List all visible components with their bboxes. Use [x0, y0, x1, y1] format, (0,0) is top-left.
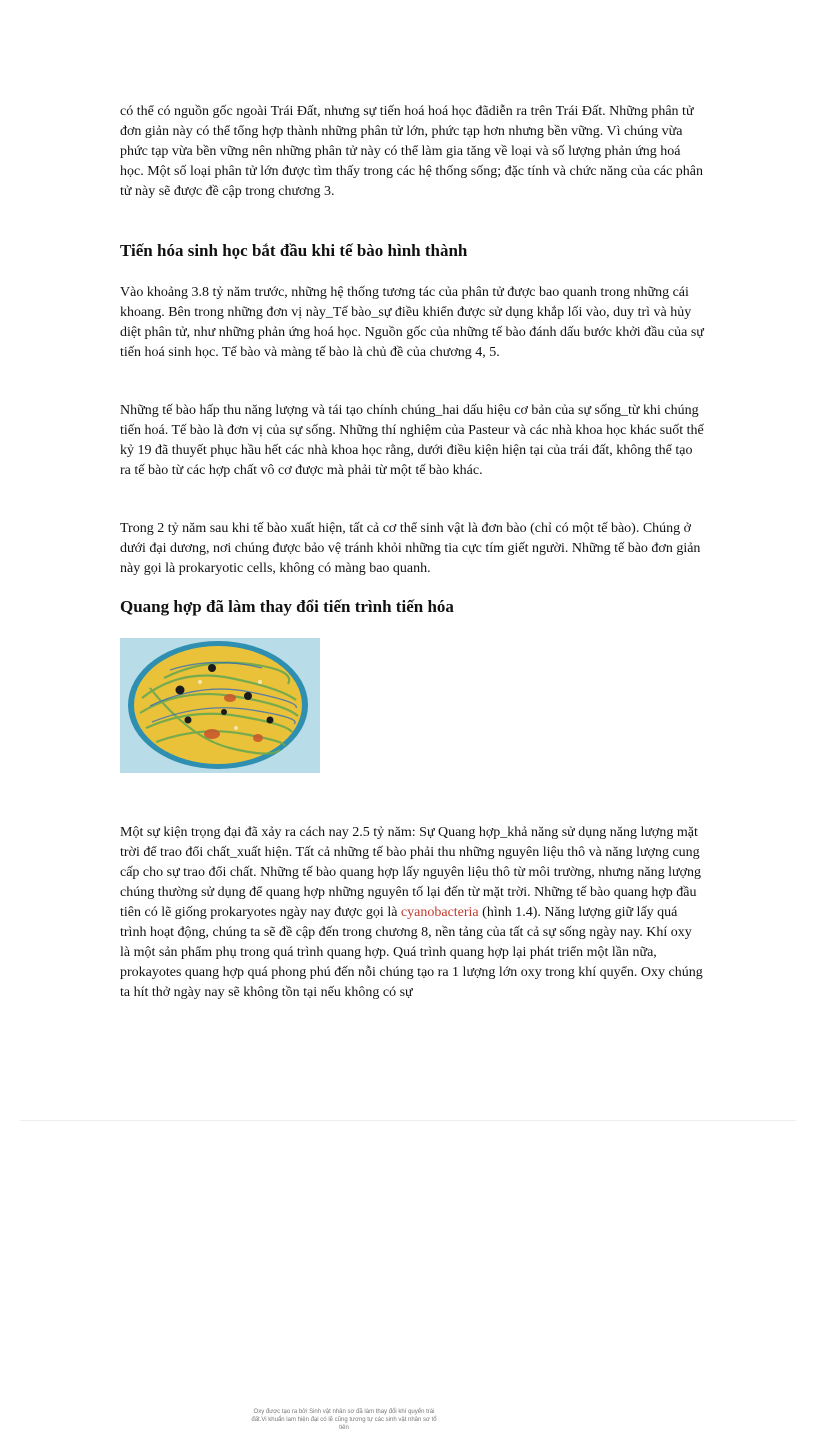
heading-photosynthesis: Quang hợp đã làm thay đổi tiến trình tiến hóa — [120, 597, 454, 616]
paragraph-cell-reproduction: Những tế bào hấp thu năng lượng và tái tạo chính chúng_hai dấu hiệu cơ bản của sự sống_từ khi chúng tiến hoá. Tế bào là đơn vị của sự sống. Những thí nghiệm của Pasteur và các nhà khoa học khác suốt thế kỷ 19 đã thuyết phục hầu hết các nhà khoa học rằng, dưới điều kiện hiện tại của trái đất, không thể tạo ra tế bào từ các hợp chất vô cơ được mà phải từ một tế bào khác. — [120, 403, 704, 478]
page-bottom-divider — [20, 1120, 796, 1121]
paragraph-chemical-evolution: có thể có nguồn gốc ngoài Trái Đất, nhưng sự tiến hoá hoá học đãdiễn ra trên Trái Đất. Những phân tử đơn giản này có thể tổng hợp thành những phân tử lớn, phức tạp hơn nhưng bền vững. Vì chúng vừa phức tạp vừa bền vững nên những phân tử này có thể làm gia tăng về loại và số lượng phản ứng hoá học. Một số loại phân tử lớn được tìm thấy trong các hệ thống sống; đặc tính và chức năng của các phân tử này sẽ được đề cập trong chương 3. — [120, 104, 704, 199]
paragraph-prokaryotic-cells: Trong 2 tỷ năm sau khi tế bào xuất hiện, tất cả cơ thể sinh vật là đơn bào (chỉ có một tế bào). Chúng ở dưới đại dương, nơi chúng được bảo vệ tránh khỏi những tia cực tím giết người. Những tế bào đơn giản này gọi là prokaryotic cells, không có màng bao quanh. — [120, 521, 701, 576]
figure-caption: Oxy được tạo ra bởi Sinh vật nhân sơ đã làm thay đổi khí quyển trái đất.Vi khuẩn lam hiện đại có lẽ cũng tương tự các sinh vật nhân sơ tổ tiên — [251, 1409, 437, 1431]
cyanobacteria-image — [120, 638, 320, 773]
cyanobacteria-link[interactable]: cyanobacteria — [400, 905, 479, 920]
paragraph-text-part-1: Một sự kiện trọng đại đã xảy ra cách nay 2.5 tỷ năm: Sự Quang hợp_khả năng sử dụng năng lượng mặt trời để trao đổi chất_xuất hiện. Tất cả những tế bào phải thu những nguyên liệu thô và năng lượng cung cấp cho sự trao đổi chất. Những tế bào quang hợp lấy nguyên liệu thô từ môi trường, nhưng năng lượng chúng thường sử dụng để quang hợp những nguyên tố lại đến từ mặt trời. Những tế bào quang hợp đầu tiên có lẽ giống prokaryotes ngày nay được gọi là — [120, 825, 701, 920]
heading-biological-evolution: Tiến hóa sinh học bắt đầu khi tế bào hình thành — [120, 241, 468, 260]
paragraph-text-part-2: (hình 1.4). Năng lượng giữ lấy quá trình hoạt động, chúng ta sẽ đề cập đến trong chương 8, nền tảng của tất cả sự sống ngày nay. Khí oxy là một sản phẩm phụ trong quá trình quang hợp. Quá trình quang hợp lại phát triển một lần nữa, prokayotes quang hợp quá phong phú đến nỗi chúng tạo ra 1 lượng lớn oxy trong khí quyển. Oxy chúng ta hít thở ngày nay sẽ không tồn tại nếu không có sự — [120, 905, 703, 1000]
paragraph-cells-origin: Vào khoảng 3.8 tỷ năm trước, những hệ thống tương tác của phân tử được bao quanh trong những cái khoang. Bên trong những đơn vị này_Tế bào_sự điều khiển được sử dụng khắp lối vào, duy trì và hủy diệt phân tử, như những phản ứng hoá học. Nguồn gốc của những tế bào đánh dấu bước khởi đầu của sự tiến hoá sinh học. Tế bào và màng tế bào là chủ đề của chương 4, 5. — [120, 285, 704, 360]
paragraph-photosynthesis — [120, 823, 705, 1003]
